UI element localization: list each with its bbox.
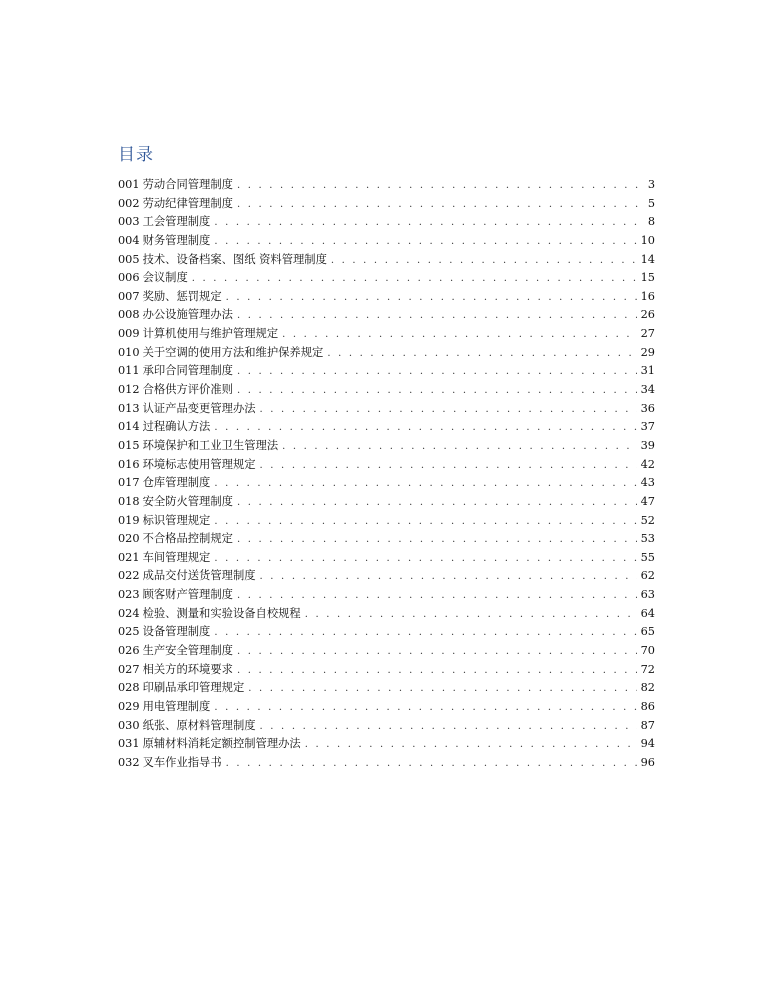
toc-entry[interactable] <box>118 381 655 400</box>
toc-entry-page-number: 14 <box>640 252 655 266</box>
toc-dot-leader <box>237 643 637 662</box>
toc-entry[interactable] <box>118 754 655 773</box>
toc-entry-number: 018 <box>118 494 140 508</box>
toc-entry-number: 015 <box>118 438 140 452</box>
toc-entry-title: 合格供方评价准则 <box>142 383 233 397</box>
toc-entry[interactable] <box>118 213 655 232</box>
toc-dot-leader <box>237 363 637 382</box>
toc-entry-number: 009 <box>118 327 140 341</box>
toc-entry-number: 030 <box>118 718 140 732</box>
toc-entry-title: 财务管理制度 <box>142 233 211 247</box>
toc-entry-number: 029 <box>118 699 140 713</box>
toc-entry-page-number: 26 <box>640 308 655 322</box>
toc-entry-title: 环境标志使用管理规定 <box>142 457 256 471</box>
toc-entry-number: 020 <box>118 532 140 546</box>
toc-entry[interactable] <box>118 735 655 754</box>
toc-entry-title: 原辅材料消耗定额控制管理办法 <box>142 737 301 751</box>
toc-entry[interactable] <box>118 362 655 381</box>
toc-entry-title: 环境保护和工业卫生管理法 <box>142 438 279 452</box>
toc-entry-number: 021 <box>118 550 140 564</box>
toc-dot-leader <box>226 755 637 774</box>
toc-entry-title: 工会管理制度 <box>142 215 211 229</box>
toc-entry-page-number: 94 <box>640 737 655 751</box>
toc-entry-title: 会议制度 <box>142 271 188 285</box>
toc-dot-leader <box>237 494 637 513</box>
toc-entry-title: 过程确认方法 <box>142 420 211 434</box>
toc-entry-number: 006 <box>118 271 140 285</box>
toc-entry-title: 标识管理规定 <box>142 513 211 527</box>
toc-dot-leader <box>282 438 636 457</box>
toc-entry-title: 顾客财产管理制度 <box>142 588 233 602</box>
toc-entry-page-number: 5 <box>647 196 655 210</box>
toc-entry-page-number: 47 <box>640 494 655 508</box>
toc-entry-page-number: 63 <box>640 588 655 602</box>
toc-entry-title: 承印合同管理制度 <box>142 364 233 378</box>
toc-dot-leader <box>214 624 636 643</box>
toc-dot-leader <box>331 252 637 271</box>
toc-entry-number: 012 <box>118 383 140 397</box>
toc-entry-page-number: 8 <box>647 215 655 229</box>
toc-entry-page-number: 39 <box>640 438 655 452</box>
toc-dot-leader <box>248 680 636 699</box>
toc-entry-number: 010 <box>118 345 140 359</box>
toc-entry[interactable] <box>118 437 655 456</box>
toc-entry-page-number: 31 <box>640 364 655 378</box>
table-of-contents <box>118 142 655 773</box>
toc-entry[interactable] <box>118 512 655 531</box>
toc-entry[interactable] <box>118 567 655 586</box>
toc-entry[interactable] <box>118 549 655 568</box>
toc-entry-number: 007 <box>118 289 140 303</box>
toc-entry-title: 生产安全管理制度 <box>142 644 233 658</box>
toc-dot-leader <box>237 662 637 681</box>
toc-entry-title: 劳动纪律管理制度 <box>142 196 233 210</box>
toc-dot-leader <box>237 587 637 606</box>
toc-entry-page-number: 70 <box>640 644 655 658</box>
toc-entry[interactable] <box>118 642 655 661</box>
toc-entry-page-number: 53 <box>640 532 655 546</box>
toc-entry-number: 032 <box>118 755 140 769</box>
toc-entry-page-number: 29 <box>640 345 655 359</box>
toc-entry-number: 008 <box>118 308 140 322</box>
toc-entry[interactable] <box>118 474 655 493</box>
toc-entry-number: 001 <box>118 178 140 191</box>
toc-entry-title: 计算机使用与维护管理规定 <box>142 327 279 341</box>
toc-entry-title: 不合格品控制规定 <box>142 532 233 546</box>
toc-entry[interactable] <box>118 306 655 325</box>
toc-entry-page-number: 43 <box>640 476 655 490</box>
toc-dot-leader <box>214 699 636 718</box>
toc-entry[interactable] <box>118 344 655 363</box>
toc-entry[interactable] <box>118 195 655 214</box>
toc-entry-number: 014 <box>118 420 140 434</box>
toc-entry[interactable] <box>118 586 655 605</box>
toc-entry-number: 016 <box>118 457 140 471</box>
toc-entry-page-number: 86 <box>640 699 655 713</box>
toc-entry[interactable] <box>118 325 655 344</box>
toc-entry-number: 025 <box>118 625 140 639</box>
toc-entry-page-number: 87 <box>640 718 655 732</box>
toc-entry-page-number: 96 <box>640 755 655 769</box>
toc-entry-number: 028 <box>118 681 140 695</box>
toc-entry[interactable] <box>118 176 655 195</box>
toc-entry[interactable] <box>118 418 655 437</box>
toc-entry-page-number: 15 <box>640 271 655 285</box>
toc-entry-page-number: 72 <box>640 662 655 676</box>
toc-entry[interactable] <box>118 679 655 698</box>
toc-entry-number: 003 <box>118 215 140 229</box>
toc-dot-leader <box>282 326 636 345</box>
toc-entry-page-number: 10 <box>640 233 655 247</box>
toc-entry-title: 检验、测量和实验设备自校规程 <box>142 606 301 620</box>
toc-entry-page-number: 82 <box>640 681 655 695</box>
toc-entry-page-number: 65 <box>640 625 655 639</box>
toc-dot-leader <box>327 345 636 364</box>
toc-entry[interactable] <box>118 251 655 270</box>
toc-entry[interactable] <box>118 623 655 642</box>
toc-entry-title: 办公设施管理办法 <box>142 308 233 322</box>
toc-dot-leader <box>214 475 636 494</box>
toc-entry-number: 017 <box>118 476 140 490</box>
toc-entry-page-number: 64 <box>640 606 655 620</box>
toc-entry[interactable] <box>118 717 655 736</box>
toc-entry-title: 印刷品承印管理规定 <box>142 681 245 695</box>
toc-entry[interactable] <box>118 456 655 475</box>
toc-entry-page-number: 16 <box>640 289 655 303</box>
toc-entry-number: 024 <box>118 606 140 620</box>
toc-dot-leader <box>192 270 637 289</box>
toc-entry-title: 关于空调的使用方法和维护保养规定 <box>142 345 324 359</box>
toc-dot-leader <box>237 307 637 326</box>
toc-entry-number: 004 <box>118 233 140 247</box>
toc-dot-leader <box>260 401 637 420</box>
toc-entry-page-number: 3 <box>647 178 655 191</box>
toc-entry-number: 031 <box>118 737 140 751</box>
toc-entry-page-number: 37 <box>640 420 655 434</box>
toc-entry-title: 设备管理制度 <box>142 625 211 639</box>
toc-entry-title: 纸张、原材料管理制度 <box>142 718 256 732</box>
toc-dot-leader <box>237 196 639 215</box>
toc-entry-number: 005 <box>118 252 140 266</box>
toc-dot-leader <box>226 289 637 308</box>
toc-entry-page-number: 52 <box>640 513 655 527</box>
toc-entry-page-number: 36 <box>640 401 655 415</box>
toc-dot-leader <box>260 718 637 737</box>
toc-entry[interactable] <box>118 493 655 512</box>
toc-dot-leader <box>237 177 639 196</box>
toc-entry-title: 仓库管理制度 <box>142 476 211 490</box>
toc-dot-leader <box>214 550 636 569</box>
toc-entry[interactable] <box>118 605 655 624</box>
toc-entry-number: 013 <box>118 401 140 415</box>
toc-entry-page-number: 27 <box>640 327 655 341</box>
toc-entry-number: 026 <box>118 644 140 658</box>
toc-entry-title: 技术、设备档案、图纸 资料管理制度 <box>142 252 327 266</box>
toc-dot-leader <box>237 382 637 401</box>
toc-entry[interactable] <box>118 400 655 419</box>
toc-entry-number: 022 <box>118 569 140 583</box>
toc-dot-leader <box>214 419 636 438</box>
toc-dot-leader <box>214 233 636 252</box>
toc-dot-leader <box>214 214 639 233</box>
toc-dot-leader <box>305 606 637 625</box>
toc-title: 目录 <box>118 145 154 165</box>
toc-entry-title: 用电管理制度 <box>142 699 211 713</box>
toc-entry-page-number: 42 <box>640 457 655 471</box>
toc-entry-title: 成品交付送货管理制度 <box>142 569 256 583</box>
toc-entry[interactable] <box>118 269 655 288</box>
toc-entry-page-number: 34 <box>640 383 655 397</box>
toc-entry[interactable] <box>118 530 655 549</box>
toc-entry-number: 002 <box>118 196 140 210</box>
toc-entry-title: 叉车作业指导书 <box>142 755 222 769</box>
toc-entry-number: 023 <box>118 588 140 602</box>
toc-dot-leader <box>237 531 637 550</box>
toc-dot-leader <box>305 736 637 755</box>
toc-entry[interactable] <box>118 698 655 717</box>
toc-entry-title: 相关方的环境要求 <box>142 662 233 676</box>
toc-dot-leader <box>260 568 637 587</box>
toc-list <box>118 176 655 773</box>
toc-entry-title: 奖励、惩罚规定 <box>142 289 222 303</box>
toc-entry-title: 认证产品变更管理办法 <box>142 401 256 415</box>
toc-entry-number: 027 <box>118 662 140 676</box>
toc-entry-page-number: 55 <box>640 550 655 564</box>
toc-entry-title: 劳动合同管理制度 <box>142 178 233 191</box>
toc-entry[interactable] <box>118 232 655 251</box>
toc-entry-number: 019 <box>118 513 140 527</box>
toc-entry[interactable] <box>118 288 655 307</box>
toc-entry-title: 安全防火管理制度 <box>142 494 233 508</box>
toc-entry-page-number: 62 <box>640 569 655 583</box>
toc-entry[interactable] <box>118 661 655 680</box>
toc-entry-number: 011 <box>118 364 140 378</box>
toc-dot-leader <box>260 457 637 476</box>
toc-entry-title: 车间管理规定 <box>142 550 211 564</box>
toc-dot-leader <box>214 513 636 532</box>
